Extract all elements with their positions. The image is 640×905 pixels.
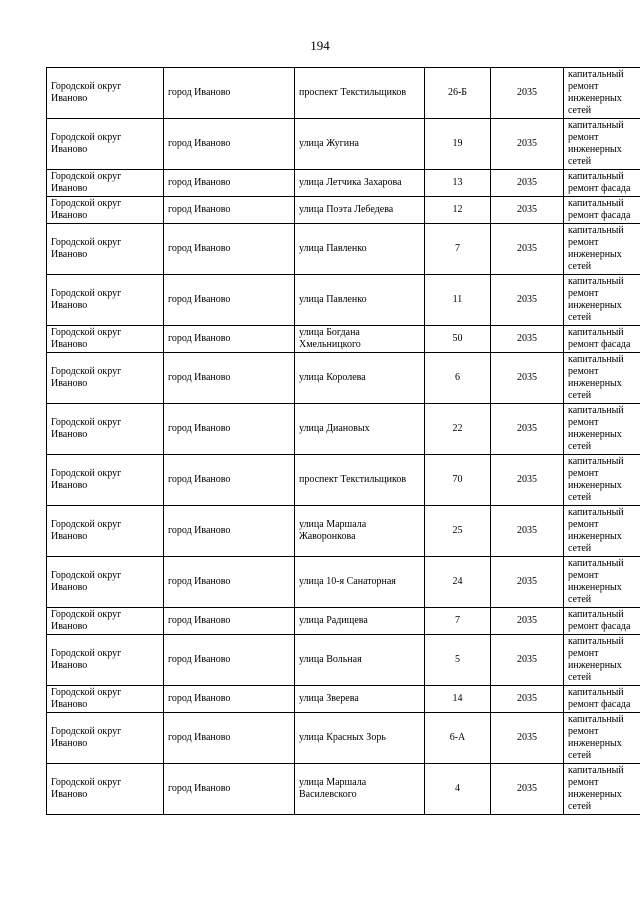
work-type-cell: капитальный ремонт инженерных сетей [564, 119, 640, 170]
city-cell: город Иваново [164, 506, 295, 557]
table-row [47, 119, 640, 170]
city-cell: город Иваново [164, 197, 295, 224]
table-row [47, 608, 640, 635]
house-number-cell: 11 [425, 275, 491, 326]
city-cell: город Иваново [164, 455, 295, 506]
street-cell: улица Поэта Лебедева [295, 197, 425, 224]
page-number: 194 [310, 38, 330, 53]
district-cell: Городской округ Иваново [47, 197, 164, 224]
work-type-cell: капитальный ремонт фасада [564, 686, 640, 713]
house-number-cell: 7 [425, 608, 491, 635]
work-type-cell: капитальный ремонт инженерных сетей [564, 764, 640, 815]
table-row [47, 506, 640, 557]
work-type-cell: капитальный ремонт инженерных сетей [564, 404, 640, 455]
street-cell: улица Зверева [295, 686, 425, 713]
house-number-cell: 12 [425, 197, 491, 224]
district-cell: Городской округ Иваново [47, 455, 164, 506]
table-row [47, 326, 640, 353]
year-cell: 2035 [491, 608, 564, 635]
city-cell: город Иваново [164, 713, 295, 764]
work-type-cell: капитальный ремонт инженерных сетей [564, 224, 640, 275]
house-number-cell: 5 [425, 635, 491, 686]
district-cell: Городской округ Иваново [47, 353, 164, 404]
year-cell: 2035 [491, 326, 564, 353]
district-cell: Городской округ Иваново [47, 764, 164, 815]
district-cell: Городской округ Иваново [47, 68, 164, 119]
house-number-cell: 26-Б [425, 68, 491, 119]
street-cell: улица Маршала Василевского [295, 764, 425, 815]
street-cell: улица Богдана Хмельницкого [295, 326, 425, 353]
city-cell: город Иваново [164, 170, 295, 197]
street-cell: улица 10-я Санаторная [295, 557, 425, 608]
table-row [47, 713, 640, 764]
work-type-cell: капитальный ремонт фасада [564, 326, 640, 353]
house-number-cell: 14 [425, 686, 491, 713]
street-cell: улица Королева [295, 353, 425, 404]
work-type-cell: капитальный ремонт инженерных сетей [564, 275, 640, 326]
year-cell: 2035 [491, 557, 564, 608]
work-type-cell: капитальный ремонт инженерных сетей [564, 557, 640, 608]
table-row [47, 686, 640, 713]
table-body [47, 68, 640, 815]
district-cell: Городской округ Иваново [47, 224, 164, 275]
city-cell: город Иваново [164, 608, 295, 635]
street-cell: улица Павленко [295, 275, 425, 326]
city-cell: город Иваново [164, 635, 295, 686]
street-cell: улица Жугина [295, 119, 425, 170]
street-cell: улица Маршала Жаворонкова [295, 506, 425, 557]
year-cell: 2035 [491, 119, 564, 170]
table-row [47, 404, 640, 455]
repair-registry-table [46, 67, 640, 815]
street-cell: улица Летчика Захарова [295, 170, 425, 197]
year-cell: 2035 [491, 686, 564, 713]
city-cell: город Иваново [164, 224, 295, 275]
city-cell: город Иваново [164, 119, 295, 170]
street-cell: улица Диановых [295, 404, 425, 455]
work-type-cell: капитальный ремонт фасада [564, 197, 640, 224]
house-number-cell: 70 [425, 455, 491, 506]
work-type-cell: капитальный ремонт фасада [564, 170, 640, 197]
table-row [47, 197, 640, 224]
district-cell: Городской округ Иваново [47, 326, 164, 353]
city-cell: город Иваново [164, 404, 295, 455]
city-cell: город Иваново [164, 68, 295, 119]
year-cell: 2035 [491, 275, 564, 326]
house-number-cell: 24 [425, 557, 491, 608]
house-number-cell: 6 [425, 353, 491, 404]
house-number-cell: 6-А [425, 713, 491, 764]
house-number-cell: 19 [425, 119, 491, 170]
street-cell: проспект Текстильщиков [295, 455, 425, 506]
table-row [47, 764, 640, 815]
street-cell: улица Вольная [295, 635, 425, 686]
work-type-cell: капитальный ремонт инженерных сетей [564, 506, 640, 557]
year-cell: 2035 [491, 635, 564, 686]
house-number-cell: 50 [425, 326, 491, 353]
city-cell: город Иваново [164, 326, 295, 353]
work-type-cell: капитальный ремонт инженерных сетей [564, 713, 640, 764]
house-number-cell: 22 [425, 404, 491, 455]
street-cell: улица Красных Зорь [295, 713, 425, 764]
city-cell: город Иваново [164, 275, 295, 326]
district-cell: Городской округ Иваново [47, 119, 164, 170]
work-type-cell: капитальный ремонт инженерных сетей [564, 68, 640, 119]
district-cell: Городской округ Иваново [47, 506, 164, 557]
district-cell: Городской округ Иваново [47, 557, 164, 608]
year-cell: 2035 [491, 224, 564, 275]
house-number-cell: 25 [425, 506, 491, 557]
year-cell: 2035 [491, 764, 564, 815]
district-cell: Городской округ Иваново [47, 170, 164, 197]
table-row [47, 68, 640, 119]
table-row [47, 224, 640, 275]
house-number-cell: 7 [425, 224, 491, 275]
table-row [47, 455, 640, 506]
street-cell: улица Павленко [295, 224, 425, 275]
street-cell: улица Радищева [295, 608, 425, 635]
year-cell: 2035 [491, 353, 564, 404]
city-cell: город Иваново [164, 764, 295, 815]
year-cell: 2035 [491, 68, 564, 119]
district-cell: Городской округ Иваново [47, 404, 164, 455]
house-number-cell: 13 [425, 170, 491, 197]
district-cell: Городской округ Иваново [47, 275, 164, 326]
street-cell: проспект Текстильщиков [295, 68, 425, 119]
city-cell: город Иваново [164, 353, 295, 404]
table-row [47, 557, 640, 608]
year-cell: 2035 [491, 404, 564, 455]
city-cell: город Иваново [164, 557, 295, 608]
table-row [47, 170, 640, 197]
table-row [47, 635, 640, 686]
table-row [47, 353, 640, 404]
district-cell: Городской округ Иваново [47, 686, 164, 713]
year-cell: 2035 [491, 197, 564, 224]
year-cell: 2035 [491, 713, 564, 764]
district-cell: Городской округ Иваново [47, 635, 164, 686]
work-type-cell: капитальный ремонт инженерных сетей [564, 635, 640, 686]
house-number-cell: 4 [425, 764, 491, 815]
year-cell: 2035 [491, 506, 564, 557]
work-type-cell: капитальный ремонт инженерных сетей [564, 353, 640, 404]
city-cell: город Иваново [164, 686, 295, 713]
work-type-cell: капитальный ремонт инженерных сетей [564, 455, 640, 506]
year-cell: 2035 [491, 455, 564, 506]
district-cell: Городской округ Иваново [47, 608, 164, 635]
district-cell: Городской округ Иваново [47, 713, 164, 764]
year-cell: 2035 [491, 170, 564, 197]
work-type-cell: капитальный ремонт фасада [564, 608, 640, 635]
table-row [47, 275, 640, 326]
